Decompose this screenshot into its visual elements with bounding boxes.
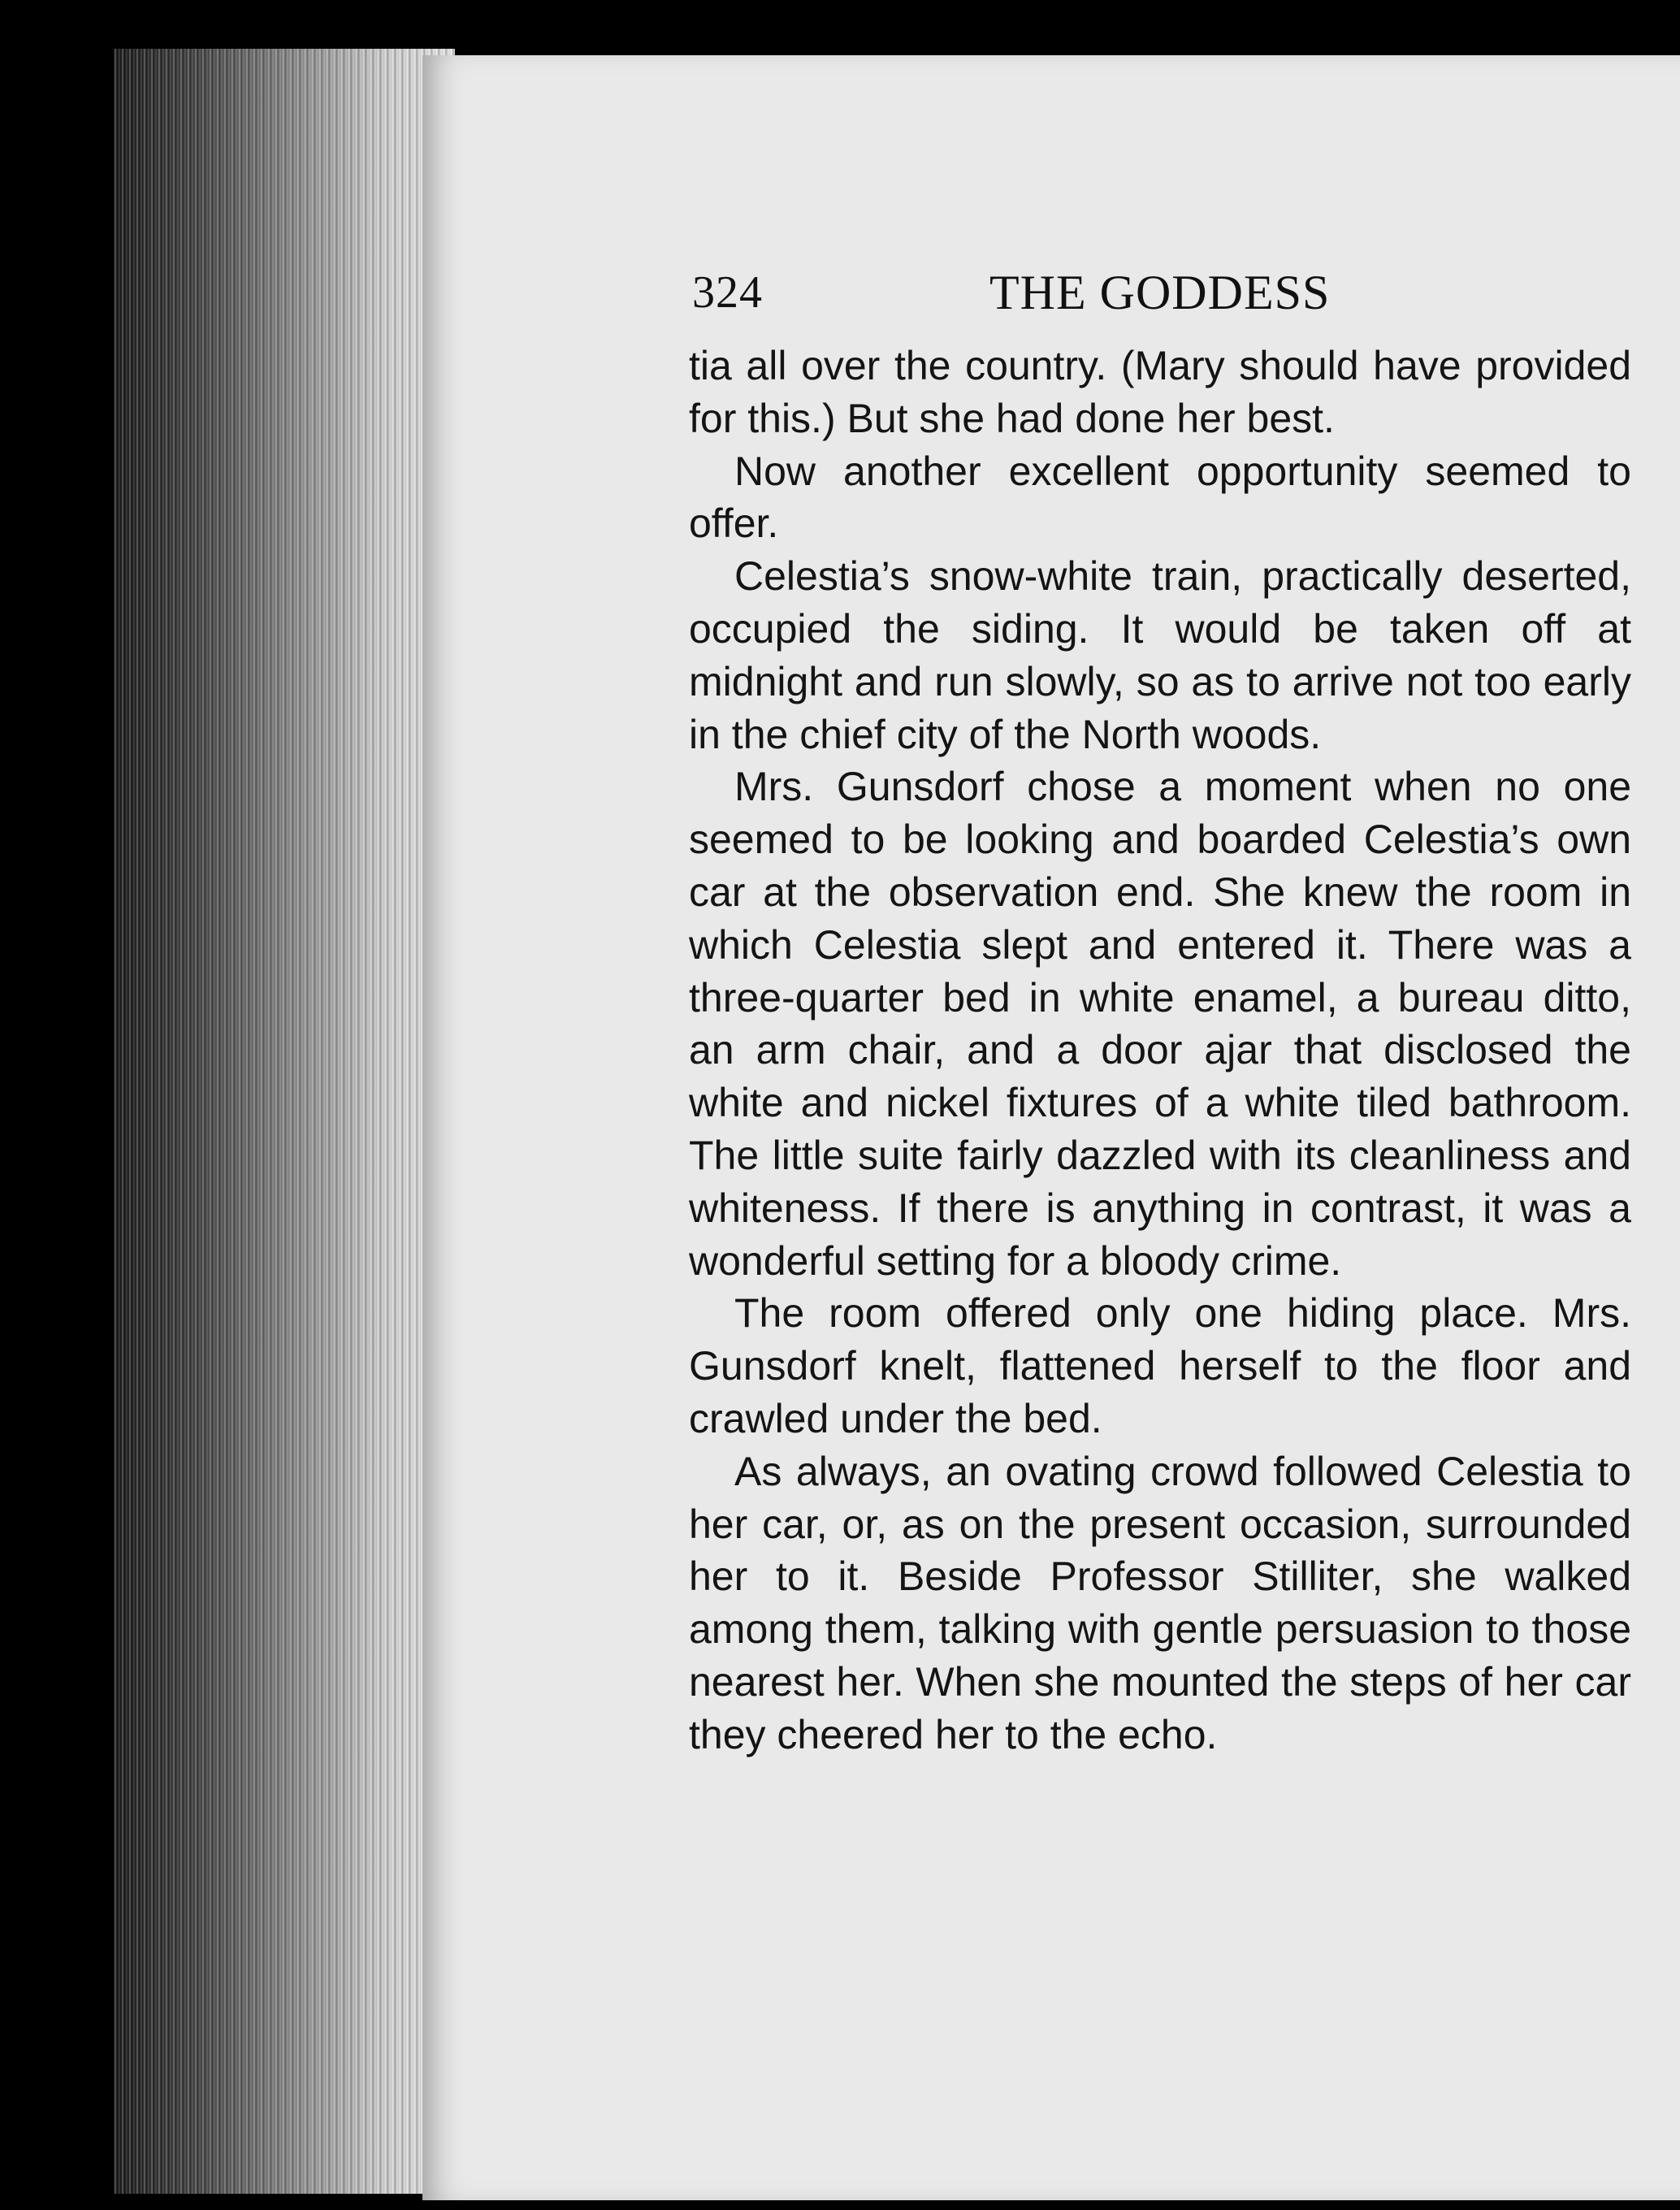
top-margin-shadow <box>0 0 1680 55</box>
page-number: 324 <box>692 267 763 318</box>
paragraph: As always, an ovating crowd followed Celestia to her car, or, as on the present occasion, surrounded her to it. Beside Professor Stilliter, she walked among them, talking with gentle persuasion to those nearest her. When she mounted the steps of her car they cheered her to the echo. <box>689 1448 1631 1757</box>
paragraph: tia all over the country. (Mary should have provided for this.) But she had done her best. <box>689 343 1631 441</box>
paragraph: Mrs. Gunsdorf chose a moment when no one seemed to be looking and boarded Celestia’s own car at the observation end. She knew the room in which Celestia slept and entered it. There was a three-quarter bed in white enamel, a bureau ditto, an arm chair, and a door ajar that disclosed the white and nickel fixtures of a white tiled bathroom. The little suite fairly dazzled with its cleanliness and whiteness. If there is anything in contrast, it was a wonderful setting for a bloody crime. <box>689 764 1631 1284</box>
body-text <box>689 340 1631 1762</box>
book-page-edges <box>114 49 455 2194</box>
running-head <box>692 260 1635 325</box>
book-title: THE GODDESS <box>989 266 1331 319</box>
paragraph: Now another excellent opportunity seemed to offer. <box>689 448 1631 547</box>
paragraph: Celestia’s snow-white train, practically deserted, occupied the siding. It would be taken off at midnight and run slowly, so as to arrive not too early in the chief city of the North woods. <box>689 553 1631 757</box>
paragraph: The room offered only one hiding place. Mrs. Gunsdorf knelt, flattened herself to the floor and crawled under the bed. <box>689 1290 1631 1441</box>
